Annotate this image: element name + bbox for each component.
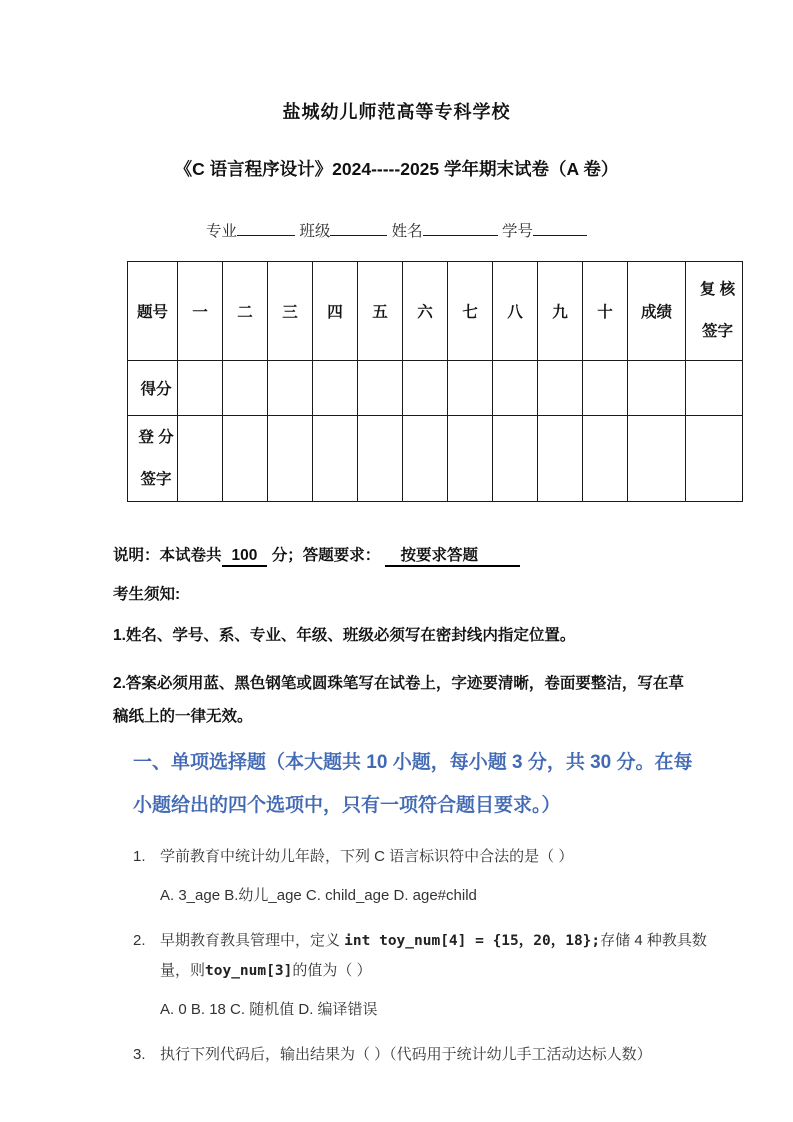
student-id-label: 学号 — [501, 223, 533, 240]
score-cell — [178, 361, 223, 416]
school-title: 盐城幼儿师范高等专科学校 — [282, 102, 511, 122]
question-list — [133, 842, 723, 1070]
class-label: 班级 — [299, 223, 331, 240]
name-label: 姓名 — [391, 223, 423, 240]
name-blank — [423, 220, 498, 236]
question-1-options: A. 3_age B.幼儿_age C. child_age D. age#child — [160, 887, 477, 904]
header-cell-9: 九 — [538, 262, 583, 361]
score-table-header-row — [128, 262, 743, 361]
major-blank — [237, 220, 295, 236]
header-cell-6: 六 — [403, 262, 448, 361]
question-2-code-1: int toy_num[4] = {15，20，18}; — [344, 933, 601, 949]
header-cell-7: 七 — [448, 262, 493, 361]
sign-row-label: 登 分 签字 — [128, 416, 178, 502]
question-2-text: 早期教育教具管理中，定义 int toy_num[4] = {15，20，18};存储 4 种教具数量，则toy_num[3]的值为（ ） — [160, 932, 707, 979]
total-score-value: 100 — [222, 547, 268, 567]
question-2 — [133, 926, 723, 1025]
score-cell — [448, 361, 493, 416]
notice-item-2: 2.答案必须用蓝、黑色钢笔或圆珠笔写在试卷上，字迹要清晰，卷面要整洁，写在草稿纸上的一律无效。 — [113, 675, 684, 725]
student-info-line — [0, 219, 793, 241]
sign-cell — [448, 416, 493, 502]
sign-cell — [628, 416, 686, 502]
student-id-blank — [533, 220, 587, 236]
header-cell-question-no: 题号 — [128, 262, 178, 361]
header-cell-8: 八 — [493, 262, 538, 361]
question-1-number: 1. — [133, 848, 146, 865]
sign-cell — [686, 416, 743, 502]
section-one-heading: 一、单项选择题（本大题共 10 小题，每小题 3 分，共 30 分。在每小题给出的四个选项中，只有一项符合题目要求。） — [133, 752, 693, 816]
header-cell-2: 二 — [223, 262, 268, 361]
score-cell — [358, 361, 403, 416]
question-2-options: A. 0 B. 18 C. 随机值 D. 编译错误 — [160, 1001, 378, 1018]
sign-cell — [268, 416, 313, 502]
score-cell — [493, 361, 538, 416]
question-1-text: 学前教育中统计幼儿年龄，下列 C 语言标识符中合法的是（ ） — [160, 848, 574, 865]
sign-cell — [178, 416, 223, 502]
sign-cell — [538, 416, 583, 502]
score-cell — [538, 361, 583, 416]
candidate-notice-title: 考生须知: — [113, 586, 181, 603]
question-3-number: 3. — [133, 1046, 146, 1063]
sign-cell — [493, 416, 538, 502]
score-row — [128, 361, 743, 416]
question-3 — [133, 1040, 723, 1070]
sign-cell — [313, 416, 358, 502]
question-3-text: 执行下列代码后，输出结果为（ ）（代码用于统计幼儿手工活动达标人数） — [160, 1046, 652, 1063]
header-cell-4: 四 — [313, 262, 358, 361]
score-cell — [268, 361, 313, 416]
score-cell — [628, 361, 686, 416]
sign-cell — [403, 416, 448, 502]
question-1 — [133, 842, 723, 911]
major-label: 专业 — [206, 223, 238, 240]
sign-cell — [223, 416, 268, 502]
sign-row — [128, 416, 743, 502]
header-cell-1: 一 — [178, 262, 223, 361]
header-cell-10: 十 — [583, 262, 628, 361]
exam-note-line: 说明：本试卷共 100 分；答题要求： 按要求答题 — [113, 543, 793, 565]
header-cell-3: 三 — [268, 262, 313, 361]
header-cell-5: 五 — [358, 262, 403, 361]
score-cell — [686, 361, 743, 416]
score-cell — [583, 361, 628, 416]
score-cell — [313, 361, 358, 416]
sign-cell — [358, 416, 403, 502]
score-cell — [223, 361, 268, 416]
exam-title: 《C 语言程序设计》2024-----2025 学年期末试卷（A 卷） — [174, 159, 619, 179]
header-cell-recheck-sign: 复 核 签字 — [686, 262, 743, 361]
question-2-code-2: toy_num[3] — [205, 963, 293, 979]
score-cell — [403, 361, 448, 416]
sign-cell — [583, 416, 628, 502]
question-2-number: 2. — [133, 932, 146, 949]
answer-requirement-value: 按要求答题 — [385, 547, 521, 567]
score-table — [127, 261, 743, 502]
score-row-label: 得分 — [128, 361, 178, 416]
header-cell-grade: 成绩 — [628, 262, 686, 361]
notice-item-1: 1.姓名、学号、系、专业、年级、班级必须写在密封线内指定位置。 — [113, 627, 576, 644]
class-blank — [330, 220, 387, 236]
